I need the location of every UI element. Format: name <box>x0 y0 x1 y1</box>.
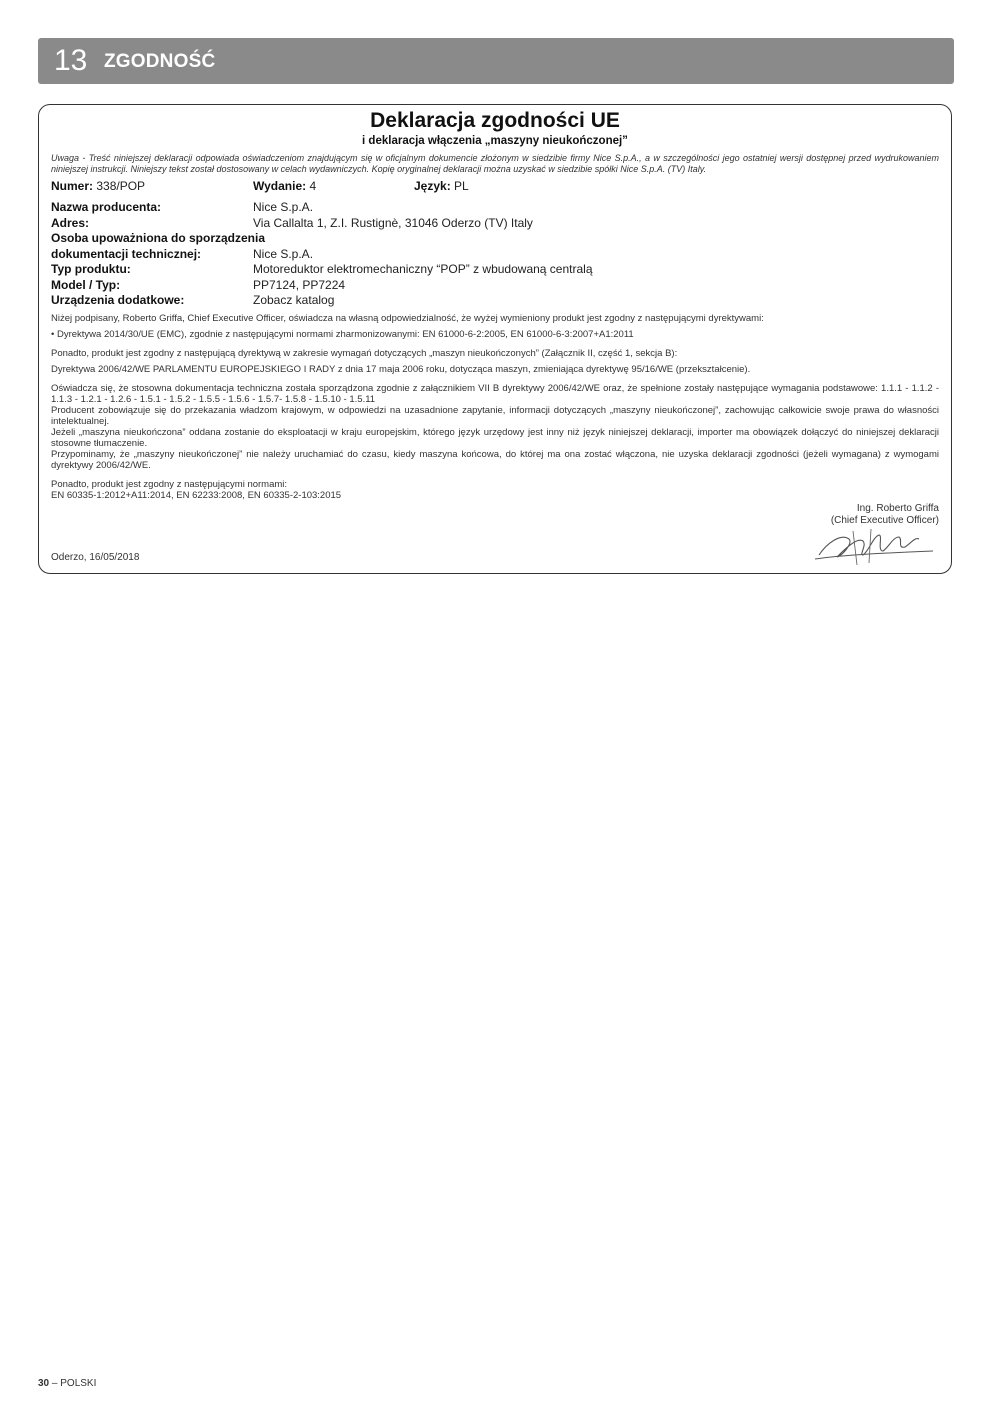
declaration-subtitle: i deklaracja włączenia „maszyny nieukończonej” <box>362 135 628 147</box>
meta-edition: Wydanie: 4 <box>253 179 317 193</box>
place-date: Oderzo, 16/05/2018 <box>51 552 140 563</box>
directive-machinery: Dyrektywa 2006/42/WE PARLAMENTU EUROPEJSKIEGO I RADY z dnia 17 maja 2006 roku, dotycząca maszyn, zmieniająca dyrektywę 95/16/WE (przekształcenie). <box>51 363 751 375</box>
signatory-name: Ing. Roberto Griffa <box>856 503 939 514</box>
signature-icon <box>813 525 937 567</box>
standards-intro: Ponadto, produkt jest zgodny z następującymi normami: <box>51 478 288 490</box>
producer-obligation: Producent zobowiązuje się do przekazania władzom krajowym, w odpowiedzi na uzasadnione zapytanie, informacji dotyczących „maszyny nieukończonej”, zachowując całkowicie swoje prawa do własności intelektualnej. <box>51 404 939 427</box>
section-title: ZGODNOŚĆ <box>104 51 216 72</box>
footer-language: POLSKI <box>60 1378 97 1389</box>
info-row-product-type: Typ produktu: Motoreduktor elektromechaniczny “POP” z wbudowaną centralą <box>51 262 593 276</box>
info-row-producer: Nazwa producenta: Nice S.p.A. <box>51 200 314 214</box>
footer-separator: – <box>49 1378 61 1389</box>
signatory-role: (Chief Executive Officer) <box>830 515 939 526</box>
page-footer <box>38 1378 96 1389</box>
translation-obligation: Jeżeli „maszyna nieukończona” oddana zostanie do eksploatacji w kraju europejskim, którego język urzędowy jest inny niż język niniejszej deklaracji, importer ma obowiązek dołączyć do niniejszej deklaracji stosowne tłumaczenie. <box>51 426 939 449</box>
commissioning-reminder: Przypominamy, że „maszyny nieukończonej” nie należy uruchamiać do czasu, kiedy maszyna końcowa, do której ma ona zostać włączona, nie uzyska deklaracji zgodności (jeżeli wymagana) z wymogami dyrektywy 2006/42/WE. <box>51 448 939 471</box>
signatory-block <box>831 503 939 527</box>
meta-number: Numer: 338/POP <box>51 179 146 193</box>
directive-emc: • Dyrektywa 2014/30/UE (EMC), zgodnie z następującymi normami zharmonizowanymi: EN 61000-6-2:2005, EN 61000-6-3:2007+A1:2011 <box>51 328 634 340</box>
standards-list: EN 60335-1:2012+A11:2014, EN 62233:2008, EN 60335-2-103:2015 <box>51 489 342 501</box>
info-table <box>51 200 939 309</box>
section-header <box>38 38 954 84</box>
info-row-model: Model / Typ: PP7124, PP7224 <box>51 277 346 292</box>
technical-docs-statement: Oświadcza się, że stosowna dokumentacja techniczna została sporządzona zgodnie z załącznikiem VII B dyrektywy 2006/42/WE oraz, że spełnione zostały następujące wymagania podstawowe: 1.1.1 - 1.1.2 - 1.1.3 - 1.2.1 - 1.2.6 - 1.5.1 - 1.5.2 - 1.5.5 - 1.5.6 - 1.5.7- 1.5.8 - 1.5.10 - 1.5.11 <box>51 382 939 405</box>
machinery-intro: Ponadto, produkt jest zgodny z następującą dyrektywą w zakresie wymagań dotyczących „maszyn nieukończonych” (Załącznik II, część 1, sekcja B): <box>51 347 678 359</box>
declaration-statement: Niżej podpisany, Roberto Griffa, Chief Executive Officer, oświadcza na własną odpowiedzialność, że wyżej wymieniony produkt jest zgodny z następującymi dyrektywami: <box>51 312 764 324</box>
info-row-authorized-1: Osoba upoważniona do sporządzenia <box>51 231 266 245</box>
page-number: 30 <box>38 1378 50 1389</box>
info-row-address: Adres: Via Callalta 1, Z.I. Rustignè, 31046 Oderzo (TV) Italy <box>51 215 533 230</box>
section-number: 13 <box>54 44 88 77</box>
meta-language: Język: PL <box>414 179 469 193</box>
info-row-authorized-2: dokumentacji technicznej: Nice S.p.A. <box>51 246 314 261</box>
meta-row <box>51 179 939 194</box>
declaration-title: Deklaracja zgodności UE <box>370 109 620 132</box>
declaration-box <box>38 104 952 574</box>
notice-text: Uwaga - Treść niniejszej deklaracji odpowiada oświadczeniom znajdującym się w oficjalnym dokumencie złożonym w siedzibie firmy Nice S.p.A., a w szczególności jego ostatniej wersji dostępnej przed wydrukowaniem niniejszej instrukcji. Niniejszy tekst został dostosowany w celach wydawniczych. Kopię oryginalnej deklaracji można uzyskać w siedzibie spółki Nice S.p.A. (TV) Italy. <box>51 153 939 174</box>
info-row-accessories: Urządzenia dodatkowe: Zobacz katalog <box>51 293 335 307</box>
